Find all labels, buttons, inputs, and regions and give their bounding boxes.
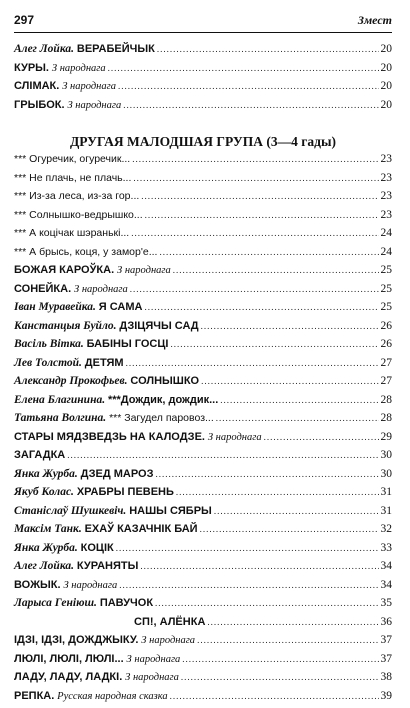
dot-leader	[116, 543, 379, 553]
dot-leader	[207, 617, 378, 627]
toc-note: З народнага	[141, 635, 195, 646]
dot-leader	[264, 432, 379, 442]
dot-leader	[182, 654, 378, 664]
toc-entry[interactable]	[14, 579, 392, 598]
toc-entry-text	[14, 449, 65, 461]
toc-entry[interactable]	[14, 301, 392, 320]
toc-entry[interactable]	[14, 449, 392, 468]
toc-entry[interactable]	[14, 616, 392, 635]
toc-entry-text	[134, 616, 205, 628]
dot-leader	[140, 561, 378, 571]
toc-page-number: 23	[381, 190, 393, 202]
toc-entry-text	[14, 301, 142, 313]
toc-title: ІДЗІ, ІДЗІ, ДОЖДЖЫКУ.	[14, 634, 138, 646]
toc-note: З народнага	[52, 63, 106, 74]
toc-plain-title: *** Солнышко-ведрышко...	[14, 209, 143, 221]
toc-entry-text	[14, 209, 143, 221]
toc-entry-text	[14, 227, 129, 239]
dot-leader	[118, 81, 379, 91]
toc-entry[interactable]	[14, 412, 392, 431]
toc-entry[interactable]	[14, 153, 392, 172]
toc-author: Александр Прокофьев.	[14, 375, 128, 387]
toc-page-number: 32	[381, 523, 393, 535]
toc-entry[interactable]	[14, 375, 392, 394]
toc-plain-title: *** А брысь, коця, у замор'е...	[14, 246, 157, 258]
toc-entry[interactable]	[14, 338, 392, 357]
toc-entry-text	[14, 505, 212, 517]
section-heading: ДРУГАЯ МАЛОДШАЯ ГРУПА (3—4 гады)	[14, 131, 392, 153]
toc-entry[interactable]	[14, 653, 392, 672]
toc-page-number: 34	[381, 579, 393, 591]
toc-entry-text	[14, 653, 180, 665]
page-number: 297	[14, 13, 34, 27]
dot-leader	[126, 358, 379, 368]
toc-page-number: 37	[381, 634, 393, 646]
toc-entry[interactable]	[14, 634, 392, 653]
toc-title: СЛІМАК.	[14, 80, 59, 92]
running-title: Змест	[358, 13, 392, 28]
toc-page-number: 26	[381, 320, 393, 332]
toc-note: З народнага	[127, 654, 181, 665]
toc-title: НАШЫ СЯБРЫ	[129, 505, 212, 517]
toc-page-number: 28	[381, 394, 393, 406]
toc-entry[interactable]	[14, 172, 392, 191]
dot-leader	[67, 450, 378, 460]
toc-entry[interactable]	[14, 560, 392, 579]
toc-author: Янка Журба.	[14, 468, 78, 480]
toc-title: ВЕРАБЕЙЧЫК	[77, 43, 155, 55]
dot-leader	[144, 302, 378, 312]
dot-leader	[141, 191, 378, 201]
dot-leader	[201, 376, 378, 386]
toc-title: ЛАДУ, ЛАДУ, ЛАДКІ.	[14, 671, 122, 683]
dot-leader	[181, 672, 379, 682]
toc-entry-text	[14, 597, 153, 609]
dot-leader	[197, 635, 378, 645]
toc-title: ДЗІЦЯЧЫ САД	[119, 320, 198, 332]
toc-title: СОЛНЫШКО	[130, 375, 199, 387]
toc-entry-text	[14, 560, 138, 572]
toc-entry[interactable]	[14, 431, 392, 450]
toc-page-number: 29	[381, 431, 393, 443]
toc-entry[interactable]	[14, 542, 392, 561]
toc-page-number: 39	[381, 690, 393, 702]
toc-entry[interactable]	[14, 43, 392, 62]
toc-title: РЕПКА.	[14, 690, 54, 702]
toc-note: З народнага	[74, 284, 128, 295]
toc-entry[interactable]	[14, 671, 392, 690]
toc-page-number: 34	[381, 560, 393, 572]
toc-page-number: 31	[381, 505, 393, 517]
toc-title: КОЦІК	[81, 542, 114, 554]
toc-entry[interactable]	[14, 246, 392, 265]
toc-plain-title: *** Из-за леса, из-за гор...	[14, 190, 139, 202]
toc-page-number: 25	[381, 264, 393, 276]
toc-page-number: 23	[381, 153, 393, 165]
toc-entry[interactable]	[14, 486, 392, 505]
toc-entry-text	[14, 523, 198, 535]
toc-title: ДЕТЯМ	[85, 357, 124, 369]
toc-author: Алег Лойка.	[14, 560, 74, 572]
toc-entry-text	[14, 690, 168, 702]
dot-leader	[108, 63, 379, 73]
toc-author: Янка Журба.	[14, 542, 78, 554]
toc-title: ЗАГАДКА	[14, 449, 65, 461]
dot-leader	[119, 580, 378, 590]
toc-page-number: 31	[381, 486, 393, 498]
toc-page-number: 25	[381, 283, 393, 295]
toc-page-number: 20	[381, 99, 393, 111]
toc-note: З народнага	[62, 81, 116, 92]
toc-author: Максім Танк.	[14, 523, 82, 535]
toc-note: З народнага	[117, 265, 171, 276]
toc-title: ***Дождик, дождик...	[108, 394, 218, 406]
toc-entry[interactable]	[14, 99, 392, 118]
dot-leader	[170, 691, 379, 701]
toc-entry-text	[14, 634, 195, 646]
toc-entry[interactable]	[14, 190, 392, 209]
toc-entry-text	[14, 486, 174, 498]
toc-title: БОЖАЯ КАРОЎКА.	[14, 264, 114, 276]
dot-leader	[155, 469, 378, 479]
dot-leader	[200, 524, 379, 534]
toc-title: БАБІНЫ ГОСЦІ	[87, 338, 169, 350]
toc-entry-text	[14, 375, 199, 387]
dot-leader	[131, 228, 378, 238]
toc-author: Станіслаў Шушкевіч.	[14, 505, 126, 517]
toc-page-number: 27	[381, 375, 393, 387]
toc-title: Я САМА	[99, 301, 143, 313]
toc-entry[interactable]	[14, 394, 392, 413]
toc-author: Васіль Вітка.	[14, 338, 84, 350]
toc-group-2	[14, 153, 392, 708]
toc-page-number: 27	[381, 357, 393, 369]
toc-entry-text	[14, 80, 116, 92]
dot-leader	[159, 247, 378, 257]
toc-page-number: 35	[381, 597, 393, 609]
toc-page-number: 24	[381, 246, 393, 258]
toc-entry-text	[14, 99, 121, 111]
toc-note: З народнага	[67, 100, 121, 111]
toc-author: Канстанцыя Буйло.	[14, 320, 116, 332]
toc-page-number: 30	[381, 449, 393, 461]
toc-page-number: 30	[381, 468, 393, 480]
toc-entry-text	[14, 468, 153, 480]
toc-group-1	[14, 43, 392, 117]
toc-title: ДЗЕД МАРОЗ	[81, 468, 154, 480]
toc-plain-title: *** Не плачь, не плачь...	[14, 172, 131, 184]
toc-entry-text	[14, 43, 155, 55]
toc-entry[interactable]	[14, 80, 392, 99]
toc-entry-text	[14, 412, 214, 424]
toc-entry[interactable]	[14, 690, 392, 708]
toc-entry-text	[14, 320, 199, 332]
toc-page-number: 24	[381, 227, 393, 239]
toc-entry[interactable]	[14, 283, 392, 302]
dot-leader	[157, 44, 379, 54]
toc-title: КУРАНЯТЫ	[77, 560, 138, 572]
toc-page-number: 25	[381, 301, 393, 313]
dot-leader	[133, 173, 378, 183]
dot-leader	[123, 100, 378, 110]
table-of-contents	[14, 43, 392, 708]
toc-author: Татьяна Волгина.	[14, 412, 106, 424]
toc-author: Ларыса Геніюш.	[14, 597, 97, 609]
toc-entry[interactable]	[14, 62, 392, 81]
toc-entry[interactable]	[14, 523, 392, 542]
toc-entry-text	[14, 579, 117, 591]
dot-leader	[132, 154, 378, 164]
toc-entry-text	[14, 338, 168, 350]
toc-entry-text	[14, 671, 179, 683]
dot-leader	[170, 339, 378, 349]
toc-entry-text	[14, 357, 124, 369]
toc-page-number: 38	[381, 671, 393, 683]
toc-entry-text	[14, 283, 128, 295]
dot-leader	[214, 506, 379, 516]
toc-page-number: 20	[381, 80, 393, 92]
dot-leader	[130, 284, 379, 294]
toc-page-number: 20	[381, 43, 393, 55]
toc-entry[interactable]	[14, 357, 392, 376]
toc-author: Лев Толстой.	[14, 357, 82, 369]
toc-entry-text	[14, 394, 218, 406]
page-header	[14, 10, 392, 33]
dot-leader	[201, 321, 379, 331]
toc-entry-text	[14, 264, 171, 276]
toc-entry[interactable]	[14, 505, 392, 524]
toc-entry-text	[14, 431, 262, 443]
toc-entry[interactable]	[14, 320, 392, 339]
toc-note: З народнага	[63, 580, 117, 591]
toc-page-number: 26	[381, 338, 393, 350]
toc-page-number: 33	[381, 542, 393, 554]
toc-entry-text	[14, 542, 114, 554]
toc-entry[interactable]	[14, 209, 392, 228]
toc-note: З народнага	[125, 672, 179, 683]
toc-page-number: 36	[381, 616, 393, 628]
toc-entry-text	[14, 153, 130, 165]
toc-title: ХРАБРЫ ПЕВЕНЬ	[77, 486, 174, 498]
dot-leader	[216, 413, 379, 423]
toc-title: ГРЫБОК.	[14, 99, 65, 111]
toc-page-number: 23	[381, 172, 393, 184]
toc-page-number: 28	[381, 412, 393, 424]
toc-title: ПАВУЧОК	[100, 597, 153, 609]
toc-entry-text	[14, 62, 106, 74]
toc-author: Алег Лойка.	[14, 43, 74, 55]
toc-title: ЛЮЛІ, ЛЮЛІ, ЛЮЛІ...	[14, 653, 124, 665]
toc-entry-text	[14, 190, 139, 202]
toc-entry[interactable]	[14, 227, 392, 246]
toc-plain-title: *** Загудел паровоз...	[109, 412, 214, 424]
toc-title: СТАРЫ МЯДЗВЕДЗЬ НА КАЛОДЗЕ.	[14, 431, 205, 443]
toc-entry-text	[14, 246, 157, 258]
toc-title: ВОЖЫК.	[14, 579, 61, 591]
toc-page-number: 20	[381, 62, 393, 74]
toc-author: Елена Благинина.	[14, 394, 105, 406]
toc-entry[interactable]	[14, 264, 392, 283]
toc-entry[interactable]	[14, 468, 392, 487]
dot-leader	[176, 487, 379, 497]
toc-entry-text	[14, 172, 131, 184]
toc-page-number: 37	[381, 653, 393, 665]
toc-page-number: 23	[381, 209, 393, 221]
toc-title: СОНЕЙКА.	[14, 283, 71, 295]
toc-note: З народнага	[208, 432, 262, 443]
dot-leader	[145, 210, 379, 220]
toc-title: КУРЫ.	[14, 62, 49, 74]
toc-note: Русская народная сказка	[57, 691, 167, 702]
toc-title: СП!, АЛЁНКА	[134, 616, 205, 628]
toc-author: Іван Муравейка.	[14, 301, 96, 313]
toc-author: Якуб Колас.	[14, 486, 74, 498]
dot-leader	[173, 265, 379, 275]
toc-plain-title: *** Огуречик, огуречик...	[14, 153, 130, 165]
toc-plain-title: *** А коцічак шэранькі...	[14, 227, 129, 239]
toc-title: ЕХАЎ КАЗАЧНІК БАЙ	[85, 523, 198, 535]
dot-leader	[220, 395, 378, 405]
